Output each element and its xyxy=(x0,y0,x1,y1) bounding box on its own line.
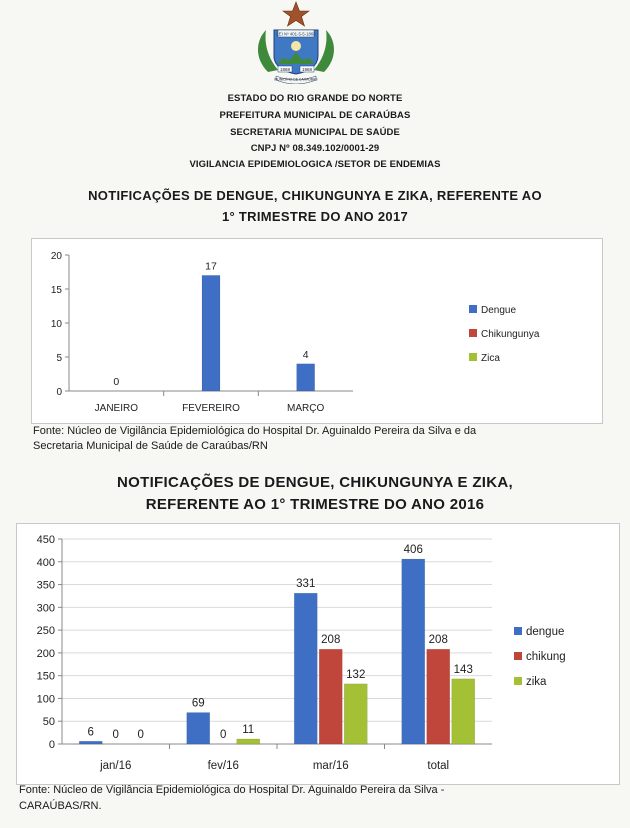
crest-name: MUNICÍPIO DE CARAÚBAS xyxy=(274,77,318,82)
chart1-legend-label: Dengue xyxy=(481,305,517,316)
chart2 xyxy=(17,524,619,784)
chart2-ytick-label: 0 xyxy=(48,739,55,751)
chart2-data-label: 406 xyxy=(403,544,423,557)
chart2-data-label: 208 xyxy=(321,634,341,647)
chart1-category-label: FEVEREIRO xyxy=(182,403,240,414)
chart2-legend-label: zika xyxy=(526,676,547,688)
chart2-legend-swatch xyxy=(514,652,522,660)
chart2-legend-label: dengue xyxy=(526,626,565,638)
chart1-container xyxy=(31,238,603,424)
chart2-bar-dengue xyxy=(294,593,317,744)
chart2-data-label: 132 xyxy=(346,668,366,681)
chart2-ytick-label: 200 xyxy=(36,647,55,660)
chart2-ytick-label: 50 xyxy=(42,716,55,729)
chart2-legend-swatch xyxy=(514,677,522,685)
chart1-ytick-label: 0 xyxy=(56,387,62,398)
chart2-data-label: 6 xyxy=(87,726,94,739)
chart2-container xyxy=(16,523,620,785)
chart2-legend-label: chikung xyxy=(526,651,566,663)
star-icon xyxy=(283,2,309,26)
chart2-ytick-label: 350 xyxy=(36,579,55,592)
chart2-bar-chikung xyxy=(427,649,450,744)
chart2-bar-zika xyxy=(344,684,367,744)
chart2-category-label: mar/16 xyxy=(312,760,349,772)
chart1-legend-label: Zica xyxy=(481,353,500,364)
crest-year-left: 1868 xyxy=(279,66,291,72)
chart1-bar-dengue xyxy=(297,364,315,391)
chart2-data-label: 69 xyxy=(191,697,205,710)
chart2-legend-swatch xyxy=(514,627,522,635)
chart1-data-label: 4 xyxy=(302,348,309,361)
crest-year-right: 1968 xyxy=(301,66,313,72)
chart2-ytick-label: 400 xyxy=(36,556,55,569)
chart2-bar-dengue xyxy=(187,713,210,744)
chart2-source-line2: CARAÚBAS/RN. xyxy=(19,800,102,812)
chart2-ytick-label: 100 xyxy=(36,693,55,706)
chart1-category-label: MARÇO xyxy=(287,403,325,414)
chart2-category-label: jan/16 xyxy=(100,760,132,772)
chart1-source-line1: Fonte: Núcleo de Vigilância Epidemiológica do Hospital Dr. Aguinaldo Pereira da Silva e da xyxy=(33,425,477,437)
chart2-data-label: 0 xyxy=(220,729,227,741)
chart2-source-line1: Fonte: Núcleo de Vigilância Epidemiológica do Hospital Dr. Aguinaldo Pereira da Silva - xyxy=(19,784,445,796)
chart2-ytick-label: 450 xyxy=(36,534,55,546)
chart2-category-label: fev/16 xyxy=(207,760,239,772)
chart2-bar-zika xyxy=(452,679,475,744)
chart1-ytick-label: 15 xyxy=(50,285,62,296)
chart1-ytick-label: 10 xyxy=(50,319,62,330)
chart1-legend-swatch xyxy=(469,329,477,337)
chart2-bar-dengue xyxy=(79,741,102,744)
header-prefeitura: PREFEITURA MUNICIPAL DE CARAÚBAS xyxy=(219,110,411,121)
chart1-source-line2: Secretaria Municipal de Saúde de Caraúbas/RN xyxy=(33,440,268,452)
chart2-data-label: 0 xyxy=(137,729,144,741)
header-state: ESTADO DO RIO GRANDE DO NORTE xyxy=(227,93,403,104)
chart2-data-label: 331 xyxy=(296,578,316,591)
chart2-data-label: 143 xyxy=(453,663,473,676)
chart2-ytick-label: 150 xyxy=(36,670,55,683)
chart2-ytick-label: 250 xyxy=(36,625,55,638)
chart1-title-line1: NOTIFICAÇÕES DE DENGUE, CHIKUNGUNYA E ZIKA, REFERENTE AO xyxy=(88,188,542,203)
header-secretaria: SECRETARIA MUNICIPAL DE SAÚDE xyxy=(230,127,400,138)
chart2-bar-chikung xyxy=(319,649,342,744)
chart2-bar-zika xyxy=(237,739,260,744)
chart1-ytick-label: 5 xyxy=(56,353,62,364)
chart2-data-label: 11 xyxy=(242,723,255,736)
chart2-bar-dengue xyxy=(402,559,425,744)
chart1-bar-dengue xyxy=(202,275,220,391)
chart1-legend-swatch xyxy=(469,305,477,313)
chart1-legend-label: Chikungunya xyxy=(481,329,540,340)
chart1-title-line2: 1° TRIMESTRE DO ANO 2017 xyxy=(221,209,408,224)
chart1-data-label: 17 xyxy=(205,260,217,273)
chart2-data-label: 208 xyxy=(428,634,448,647)
chart2-title-line1: NOTIFICAÇÕES DE DENGUE, CHIKUNGUNYA E ZIKA, xyxy=(117,474,513,491)
chart2-category-label: total xyxy=(427,760,450,772)
chart1 xyxy=(32,239,602,423)
header-vigilancia: VIGILANCIA EPIDEMIOLOGICA /SETOR DE ENDEMIAS xyxy=(189,159,441,170)
chart1-data-label: 0 xyxy=(113,376,120,388)
chart1-legend-swatch xyxy=(469,353,477,361)
header-cnpj: CNPJ Nº 08.349.102/0001-29 xyxy=(250,143,380,154)
chart1-category-label: JANEIRO xyxy=(94,403,139,414)
chart2-data-label: 0 xyxy=(112,729,119,741)
chart2-ytick-label: 300 xyxy=(36,602,55,615)
chart2-title-line2: REFERENTE AO 1° TRIMESTRE DO ANO 2016 xyxy=(145,496,485,513)
municipal-crest xyxy=(248,0,344,84)
crest-motto: LEI Nº 401-5-5-1868 xyxy=(276,31,316,37)
chart1-ytick-label: 20 xyxy=(50,251,62,262)
